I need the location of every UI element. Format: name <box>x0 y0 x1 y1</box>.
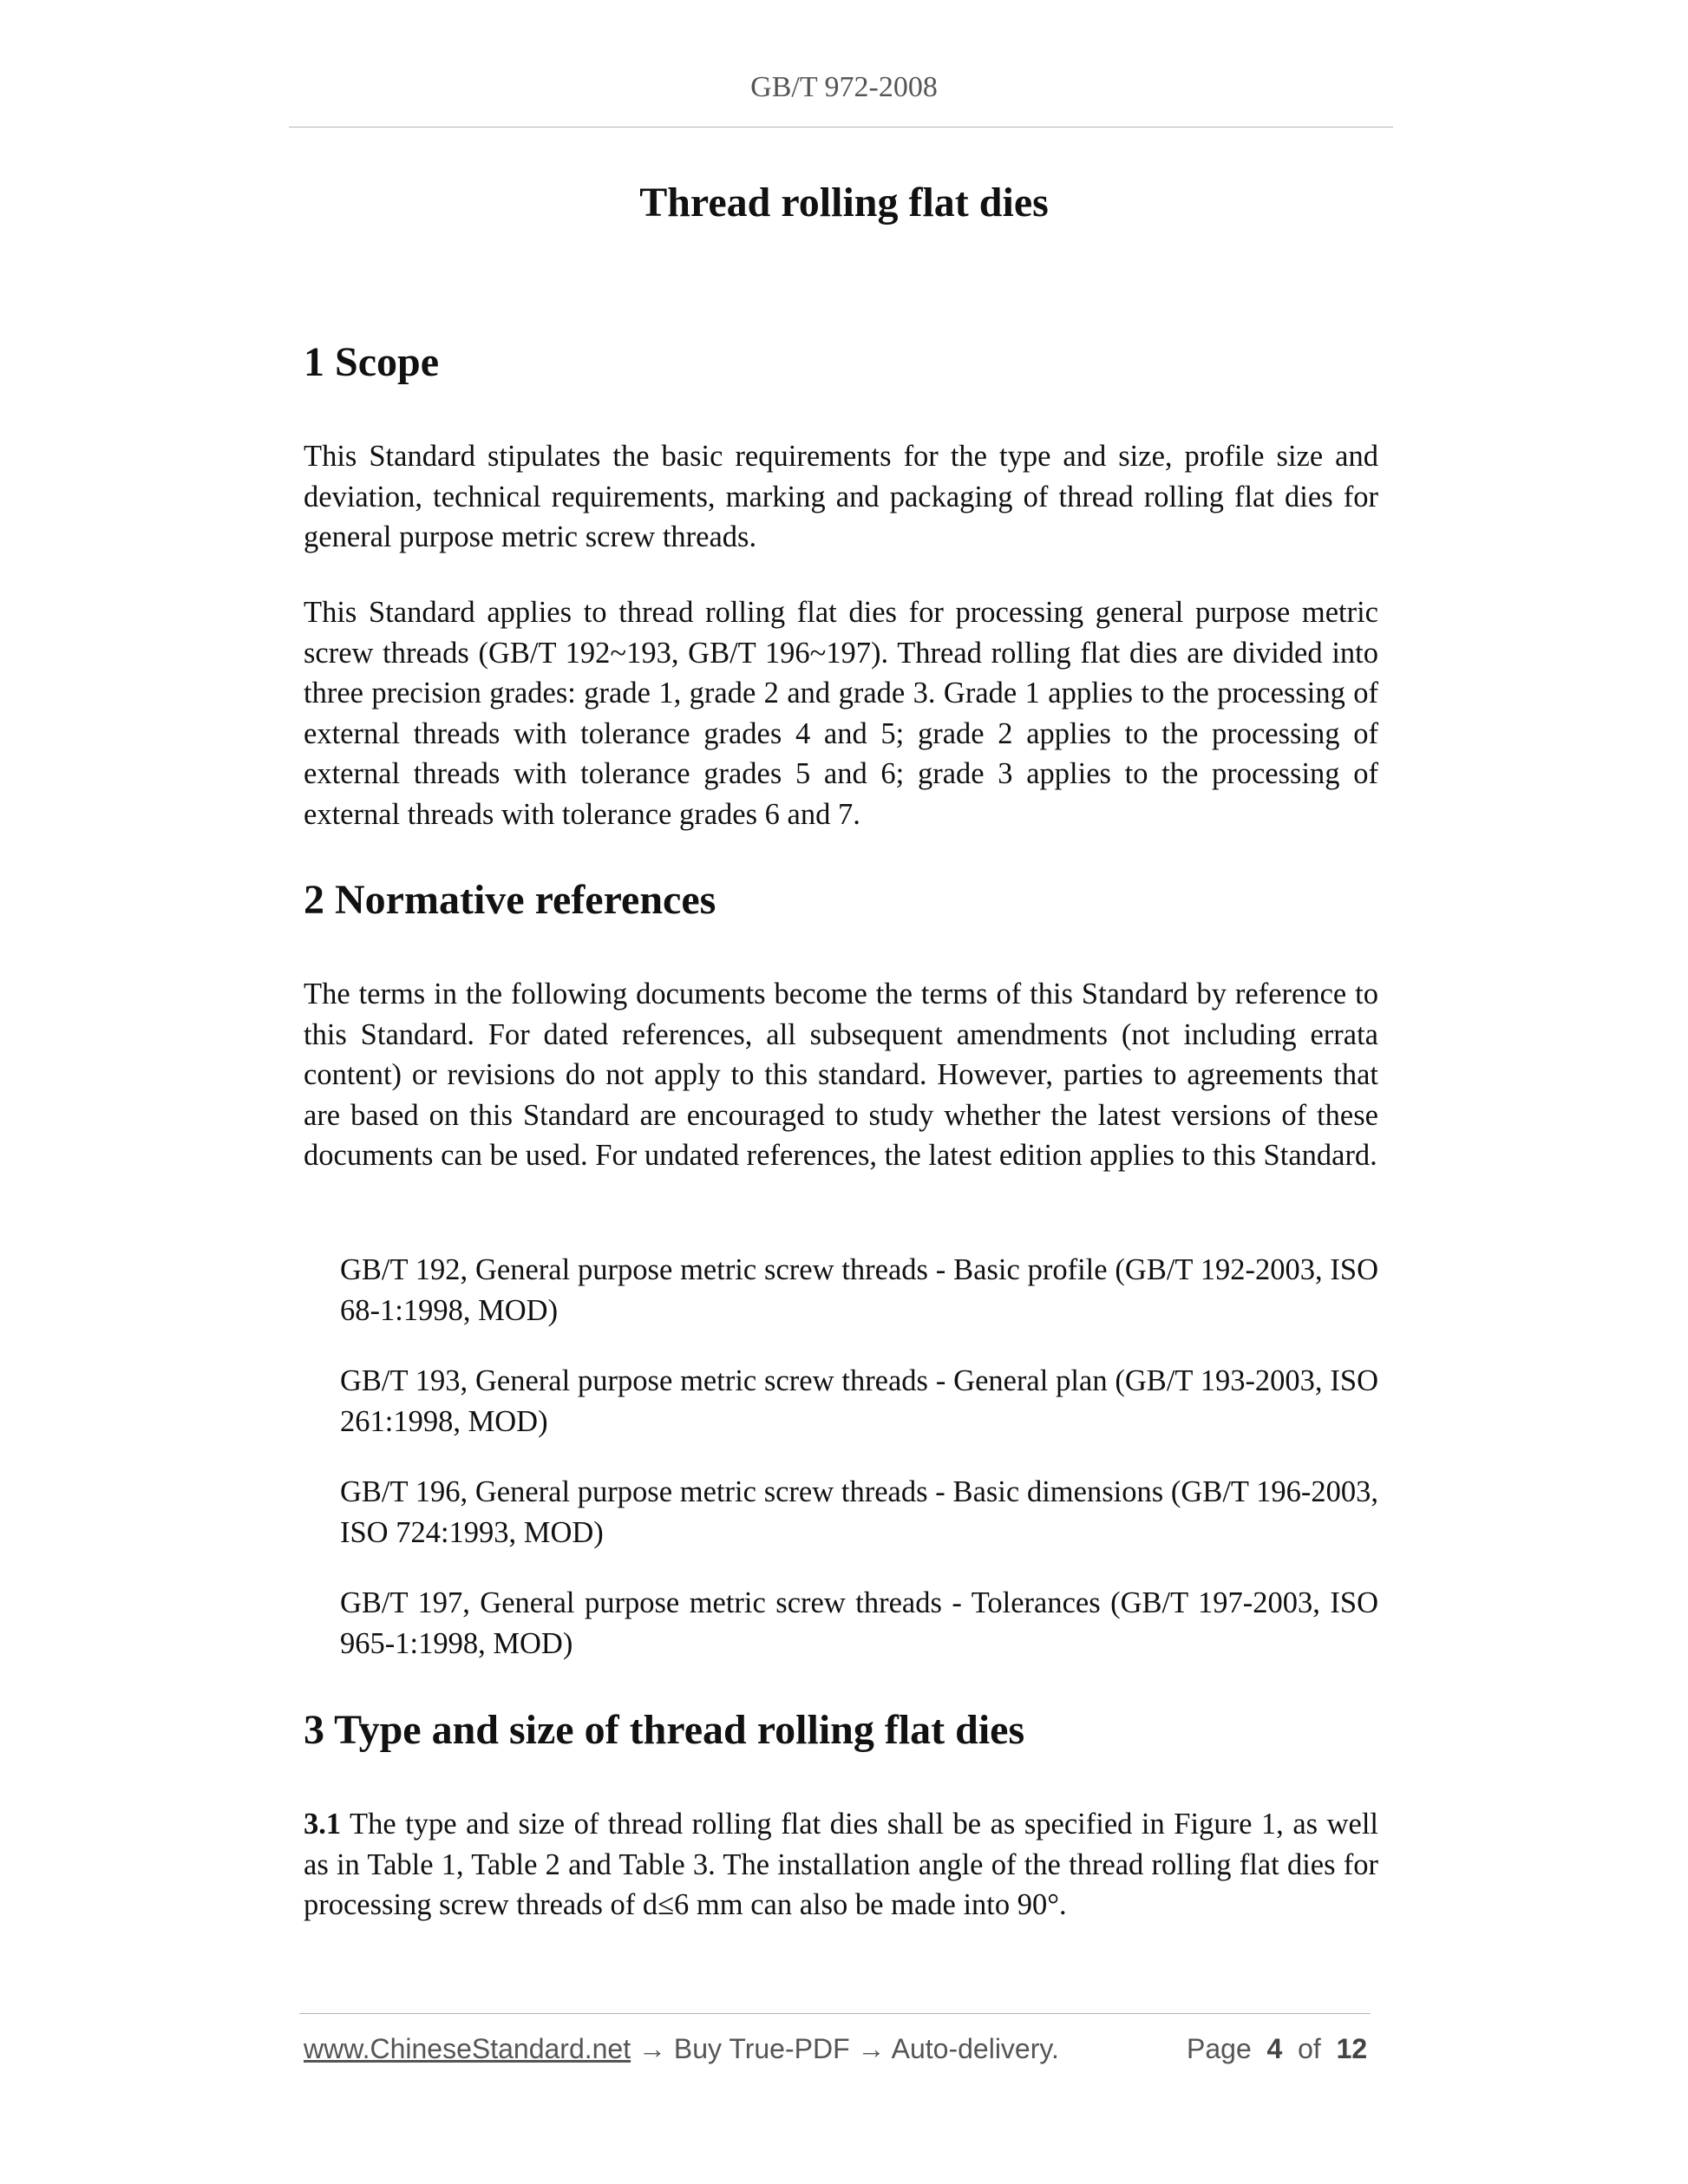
reference-item: GB/T 196, General purpose metric screw threads - Basic dimensions (GB/T 196-2003, ISO 724:1993, MOD) <box>340 1475 1378 1549</box>
clause-paragraph <box>304 1804 1378 1926</box>
section-heading-normative-references: 2 Normative references <box>304 877 716 923</box>
section-heading-scope: 1 Scope <box>304 339 439 385</box>
current-page-number: 4 <box>1266 2033 1283 2064</box>
paragraph: This Standard stipulates the basic requirements for the type and size, profile size and deviation, technical requirements, marking and packaging of thread rolling flat dies for general purpose metric screw threads. <box>304 440 1378 553</box>
footer-tagline: → Buy True-PDF → Auto-delivery. <box>631 2033 1059 2064</box>
paragraph: The terms in the following documents become the terms of this Standard by reference to this Standard. For dated references, all subsequent amendments (not including errata content) or revisions do not apply to this standard. However, parties to agreements that are based on this Standard are encouraged to study whether the latest versions of these documents can be used. For undated references, the latest edition applies to this Standard. <box>304 978 1378 1172</box>
total-page-count: 12 <box>1336 2033 1368 2064</box>
footer-promo <box>304 2033 1059 2065</box>
page-indicator <box>1187 2033 1367 2065</box>
page-label: Page <box>1187 2033 1252 2064</box>
clause-text: The type and size of thread rolling flat dies shall be as specified in Figure 1, as well as in Table 1, Table 2 and Table 3. The installation angle of the thread rolling flat dies for processing screw threads of d≤6 mm can also be made into 90°. <box>304 1808 1378 1921</box>
paragraph: This Standard applies to thread rolling flat dies for processing general purpose metric screw threads (GB/T 192~193, GB/T 196~197). Thread rolling flat dies are divided into three precision grades: grade 1, grade 2 and grade 3. Grade 1 applies to the processing of external threads with tolerance grades 4 and 5; grade 2 applies to the processing of external threads with tolerance grades 5 and 6; grade 3 applies to the processing of external threads with tolerance grades 6 and 7. <box>304 596 1378 831</box>
reference-item: GB/T 193, General purpose metric screw threads - General plan (GB/T 193-2003, ISO 261:1998, MOD) <box>340 1364 1378 1438</box>
header-divider <box>289 127 1393 128</box>
reference-item: GB/T 197, General purpose metric screw threads - Tolerances (GB/T 197-2003, ISO 965-1:1998, MOD) <box>340 1586 1378 1660</box>
website-link[interactable]: www.ChineseStandard.net <box>304 2033 631 2064</box>
section-heading-type-and-size: 3 Type and size of thread rolling flat dies <box>304 1707 1025 1753</box>
reference-item: GB/T 192, General purpose metric screw threads - Basic profile (GB/T 192-2003, ISO 68-1:1998, MOD) <box>340 1253 1378 1327</box>
page-header: GB/T 972-2008 <box>750 71 938 103</box>
clause-number: 3.1 <box>304 1808 342 1841</box>
of-label: of <box>1298 2033 1321 2064</box>
document-title: Thread rolling flat dies <box>639 180 1049 226</box>
footer-divider <box>299 2013 1371 2014</box>
